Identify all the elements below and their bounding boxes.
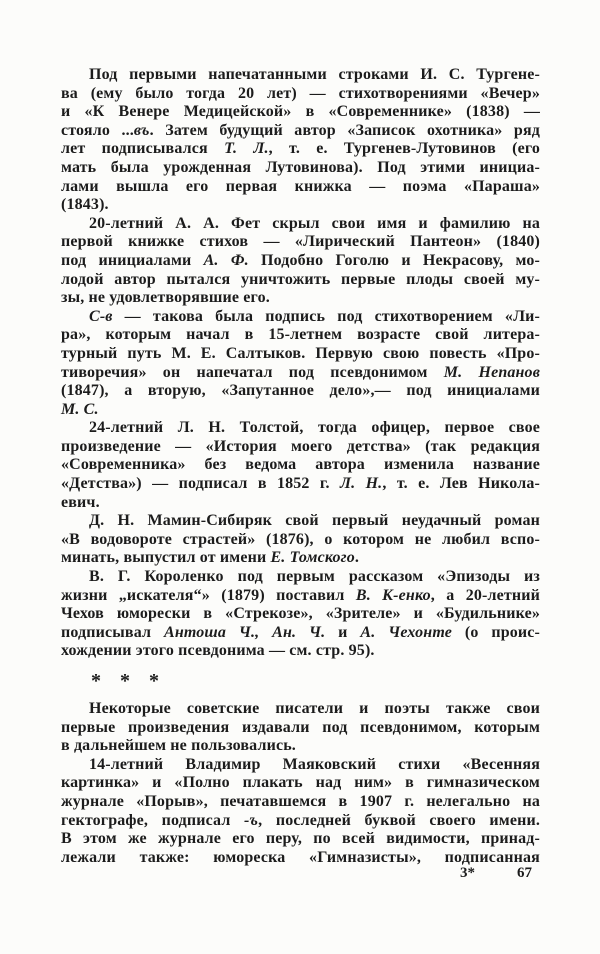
text: Некоторые советские писатели и поэты также свои [89, 700, 540, 717]
text: . [354, 549, 360, 567]
text-line [61, 494, 540, 513]
paragraph [61, 419, 540, 512]
text: первые произведения издавали под псевдонимом, которым [61, 718, 540, 736]
text: 24-летний Л. Н. Толстой, тогда офицер, первое свое [89, 419, 540, 437]
text-line [61, 289, 540, 308]
text-line [61, 568, 540, 587]
text-line [61, 642, 540, 661]
text-line [61, 178, 540, 197]
text: — такова была подпись под стихотворением «Ли- [112, 307, 540, 325]
italic-text: А. Чехонте [360, 623, 452, 641]
italic-text: въ [133, 121, 150, 139]
text-line [61, 103, 540, 122]
text-line [61, 438, 540, 457]
text-line [61, 793, 540, 812]
text: зы, не удовлетворявшие его. [61, 289, 270, 307]
paragraph [61, 215, 540, 308]
text: Чехов юморески в «Стрекозе», «Зрителе» и «Будильнике» [61, 605, 540, 623]
text: произведение — «История моего детства» (так редакция [61, 437, 540, 455]
italic-text: А. Ф. [203, 251, 249, 269]
text: , т. е. Лев Никола- [382, 475, 540, 493]
page-number: 67 [517, 865, 532, 881]
paragraph [61, 700, 540, 756]
text-line [61, 719, 540, 738]
text-line [61, 512, 540, 531]
text-line [61, 382, 540, 401]
text-line [61, 140, 540, 159]
text-line [61, 252, 540, 271]
text-line [61, 122, 540, 141]
text: жизни „искателя“» (1879) поставил [61, 586, 356, 604]
text: Д. Н. Мамин-Сибиряк свой первый неудачный роман [89, 512, 540, 530]
italic-text: Е. Томского [270, 549, 355, 567]
italic-text: С-в [89, 307, 113, 325]
text-line [61, 812, 540, 831]
text: «Современника» без ведома автора изменила название [61, 456, 540, 474]
text: лодой автор пытался уничтожить первые плоды своей му- [61, 270, 540, 288]
signature-mark: 3* [460, 865, 475, 881]
text: лет подписывался [61, 140, 225, 158]
body-text [61, 66, 540, 867]
text-line [61, 159, 540, 178]
text-line [61, 605, 540, 624]
text: стояло ... [61, 121, 134, 139]
text: евич. [61, 493, 100, 511]
text: и «К Венере Медицейской» в «Современнике» (1838) — [61, 103, 540, 121]
italic-text: М. Непанов [443, 363, 541, 381]
text: под инициалами [61, 251, 204, 269]
text: (о проис- [451, 623, 541, 641]
text: минать, выпустил от имени [61, 549, 271, 567]
text: В этом же журнале его перу, по всей видимости, принад- [61, 830, 540, 848]
text: первой книжке стихов — «Лирический Пантеон» (1840) [61, 233, 540, 251]
italic-text: Антоша Ч., Ан. Ч. [164, 623, 326, 641]
paragraph [61, 66, 540, 215]
text: Под первыми напечатанными строками И. С. Тургене- [89, 66, 540, 83]
text: тиворечия» он напечатал под псевдонимом [61, 363, 444, 381]
paragraph [61, 756, 540, 868]
text-line [61, 774, 540, 793]
text: В. Г. Короленко под первым рассказом «Эпизоды из [89, 568, 540, 586]
text: , т. е. Тургенев-Лутовинов (его [268, 140, 540, 158]
text-line [61, 364, 540, 383]
text-line [61, 549, 540, 568]
text-line [61, 587, 540, 606]
text-line [61, 196, 540, 215]
italic-text: М. С. [61, 400, 99, 418]
text-line [61, 345, 540, 364]
text: «В водовороте страстей» (1876), о котором не любил вспо- [61, 530, 540, 548]
text: мать была урожденная Лутовинова). Под этими инициа- [61, 158, 540, 176]
text-line [61, 215, 540, 234]
paragraph [61, 512, 540, 568]
text: и [325, 623, 361, 641]
text: Подобно Гоголю и Некрасову, мо- [248, 251, 540, 269]
text: . Затем будущий автор «Записок охотника» ряд [149, 121, 540, 139]
text: картинка» и «Полно плакать над ним» в гимназическом [61, 774, 540, 792]
text-line [61, 271, 540, 290]
text-line [61, 66, 540, 85]
text-line [61, 531, 540, 550]
text: хождении этого псевдонима — см. стр. 95). [61, 642, 375, 660]
text: журнале «Порыв», печатавшемся в 1907 г. нелегально на [61, 792, 540, 810]
italic-text: Л. Н. [339, 475, 383, 493]
text: 14-летний Владимир Маяковский стихи «Весенняя [89, 755, 540, 773]
text-line [61, 456, 540, 475]
text: ва (ему было тогда 20 лет) — стихотворениями «Вечер» [61, 84, 540, 102]
text: (1843). [61, 196, 109, 214]
text: гектографе, подписал [61, 811, 245, 829]
text-line [61, 401, 540, 420]
italic-text: -ъ [244, 811, 259, 829]
text-line [61, 233, 540, 252]
text: ра», которым начал в 15-летнем возрасте свой литера- [61, 326, 540, 344]
text: 20-летний А. А. Фет скрыл свои имя и фамилию на [89, 214, 540, 232]
text-line [61, 85, 540, 104]
text-line [61, 756, 540, 775]
text: лами вышла его первая книжка — поэма «Параша» [61, 177, 540, 195]
paragraph [61, 308, 540, 420]
paragraph [61, 568, 540, 661]
section-separator: * * * [91, 670, 159, 692]
text-line [61, 326, 540, 345]
text: , а 20-летний [430, 586, 540, 604]
text: , последней буквой своего имени. [258, 811, 540, 829]
text: «Детства») — подписал в 1852 г. [61, 475, 340, 493]
text-line [61, 737, 540, 756]
text: (1847), а вторую, «Запутанное дело»,— под инициалами [61, 382, 540, 400]
text: подписывал [61, 623, 165, 641]
text: в дальнейшем не пользовались. [61, 737, 296, 755]
text-line [61, 419, 540, 438]
text: турный путь М. Е. Салтыков. Первую свою повесть «Про- [61, 344, 540, 362]
text-line [61, 700, 540, 719]
text-line [61, 475, 540, 494]
text: лежали также: юмореска «Гимназисты», подписанная [61, 848, 540, 866]
text-line [61, 308, 540, 327]
text-line [61, 624, 540, 643]
text-line [61, 830, 540, 849]
italic-text: Т. Л. [224, 140, 269, 158]
italic-text: В. К-енко [355, 586, 431, 604]
